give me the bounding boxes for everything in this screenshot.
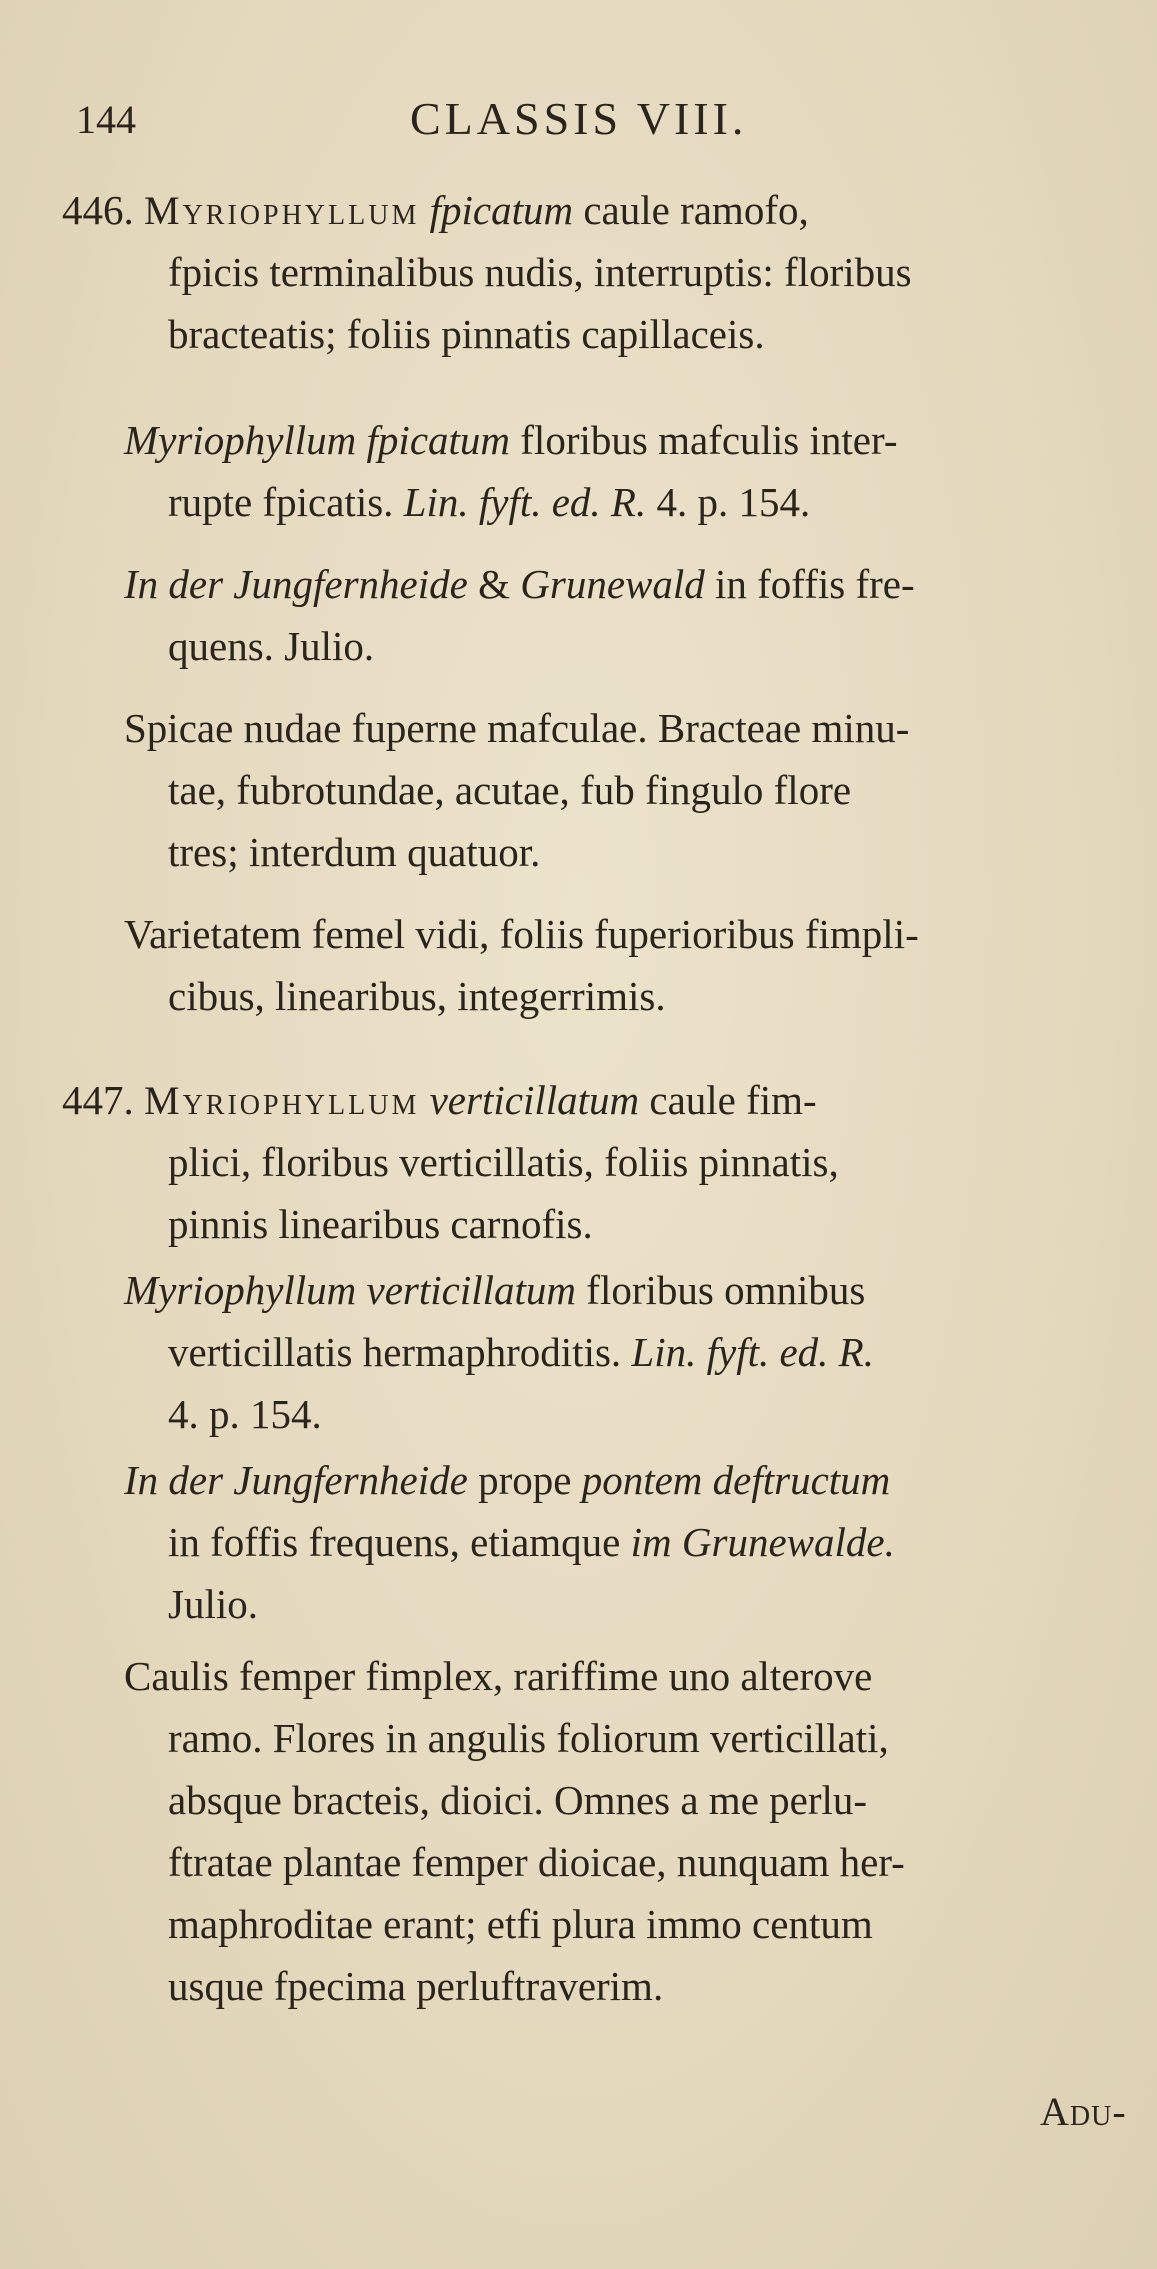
habitat-line-1 <box>124 561 915 607</box>
page-header <box>0 92 1157 152</box>
locality: In der Jungfernheide <box>124 561 468 607</box>
entry-number: 447. <box>62 1077 134 1123</box>
species-epithet: verticillatum <box>429 1077 640 1123</box>
synonym-text: floribus mafculis inter- <box>520 417 898 463</box>
page-number: 144 <box>76 97 136 142</box>
synonym-line-2 <box>168 1329 874 1375</box>
description-line-1: Caulis femper fimplex, rariffime uno alterove <box>124 1653 873 1699</box>
synonym-name: Myriophyllum fpicatum <box>124 417 511 463</box>
synonym-line-1 <box>124 417 898 463</box>
description-line-5: maphroditae erant; etfi plura immo centum <box>168 1901 873 1947</box>
habitat-text: in foffis fre- <box>715 561 915 607</box>
description-line-2: tae, fubrotundae, acutae, fub fingulo flore <box>168 767 852 813</box>
description-line-2: ramo. Flores in angulis foliorum verticillati, <box>168 1715 889 1761</box>
diagnosis-text: caule ramofo, <box>583 187 809 233</box>
species-epithet: fpicatum <box>429 187 574 233</box>
entry-446-line-2: fpicis terminalibus nudis, interruptis: floribus <box>168 249 912 295</box>
entry-447-line-1 <box>62 1077 817 1123</box>
habitat-text: in foffis frequens, etiamque <box>168 1519 621 1565</box>
entry-446-line-1 <box>62 187 809 233</box>
synonym-line-3: 4. p. 154. <box>168 1391 322 1437</box>
habitat-line-2 <box>168 1519 895 1565</box>
habitat-text: & <box>478 561 510 607</box>
habitat-line-2: quens. Julio. <box>168 623 375 669</box>
locality: pontem deftructum <box>581 1457 891 1503</box>
synonym-text: floribus omnibus <box>586 1267 866 1313</box>
entry-447-line-2: plici, floribus verticillatis, foliis pinnatis, <box>168 1139 839 1185</box>
locality: In der Jungfernheide <box>124 1457 468 1503</box>
synonym-text: verticillatis hermaphroditis. <box>168 1329 622 1375</box>
diagnosis-text: caule fim- <box>649 1077 817 1123</box>
genus-name: Myriophyllum <box>144 1078 420 1123</box>
citation-page: 4. p. 154. <box>656 479 811 525</box>
synonym-line-2 <box>168 479 811 525</box>
synonym-text: rupte fpicatis. <box>168 479 394 525</box>
entry-number: 446. <box>62 187 134 233</box>
habitat-text: prope <box>478 1457 572 1503</box>
entry-447-line-3: pinnis linearibus carnofis. <box>168 1201 593 1247</box>
synonym-name: Myriophyllum verticillatum <box>124 1267 577 1313</box>
catchword: Adu- <box>1040 2089 1127 2134</box>
habitat-line-3: Julio. <box>168 1581 258 1627</box>
habitat-line-1 <box>124 1457 891 1503</box>
synonym-line-1 <box>124 1267 866 1313</box>
citation: Lin. fyft. ed. R. <box>631 1329 874 1375</box>
genus-name: Myriophyllum <box>144 188 420 233</box>
description-line-6: usque fpecima perluftraverim. <box>168 1963 664 2009</box>
running-head: CLASSIS VIII. <box>410 93 748 144</box>
description-line-4: ftratae plantae femper dioicae, nunquam her- <box>168 1839 905 1885</box>
description-line-1: Spicae nudae fuperne mafculae. Bracteae minu- <box>124 705 910 751</box>
citation: Lin. fyft. ed. R. <box>403 479 647 525</box>
locality: Grunewald <box>520 561 705 607</box>
locality: im Grunewalde. <box>630 1519 895 1565</box>
variety-line-2: cibus, linearibus, integerrimis. <box>168 973 666 1019</box>
variety-line-1: Varietatem femel vidi, foliis fuperioribus fimpli- <box>124 911 919 957</box>
description-line-3: tres; interdum quatuor. <box>168 829 541 875</box>
description-line-3: absque bracteis, dioici. Omnes a me perlu- <box>168 1777 868 1823</box>
entry-446-line-3: bracteatis; foliis pinnatis capillaceis. <box>168 311 765 357</box>
